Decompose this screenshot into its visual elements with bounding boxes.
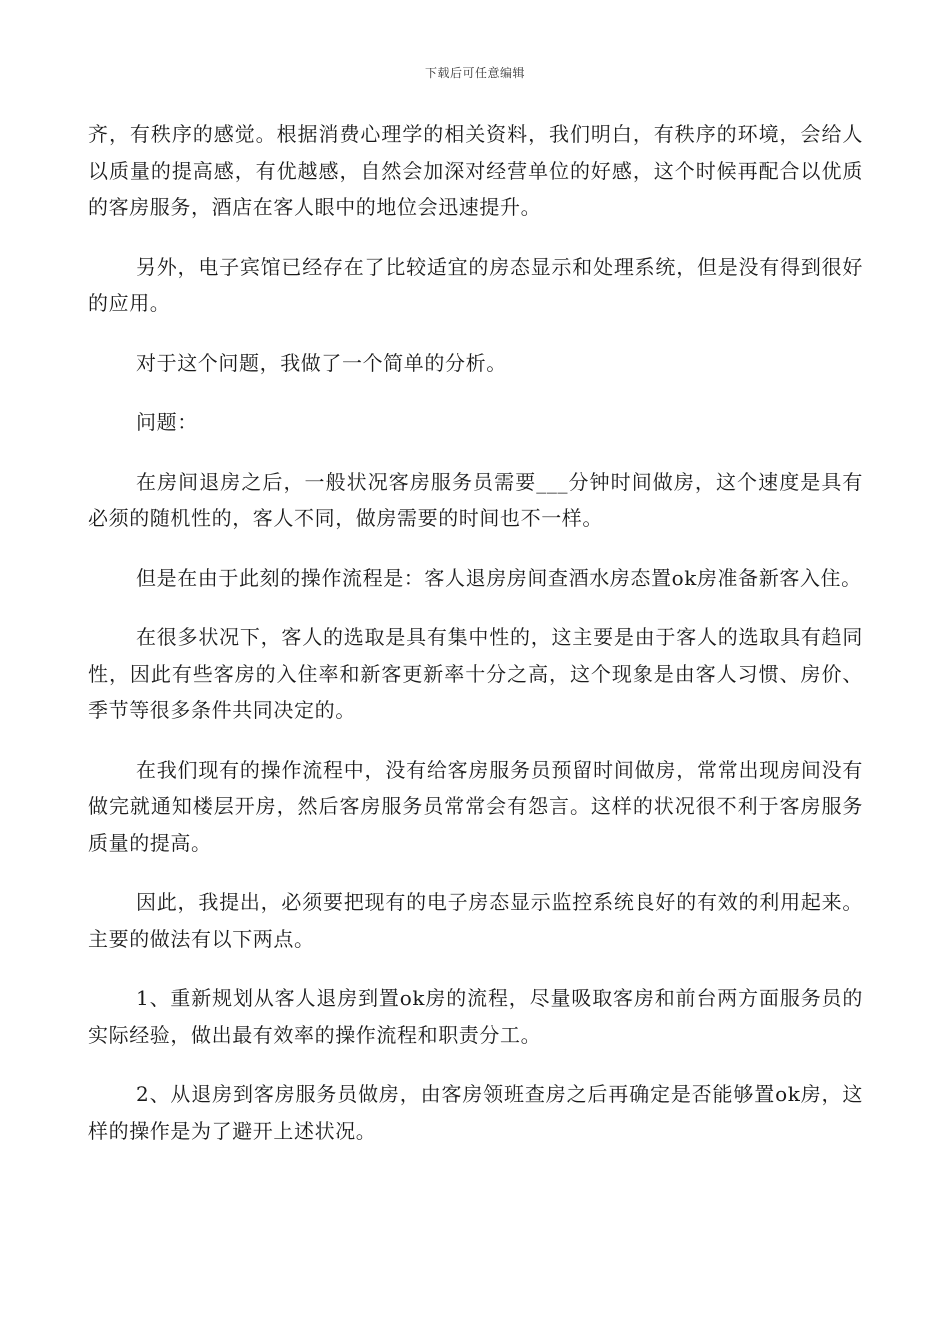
- page-header: 下载后可任意编辑: [424, 66, 525, 80]
- paragraph: 但是在由于此刻的操作流程是：客人退房房间查酒水房态置ok房准备新客入住。: [136, 565, 862, 590]
- document-body: [88, 116, 863, 1149]
- paragraph: 因此，我提出，必须要把现有的电子房态显示监控系统良好的有效的利用起来。主要的做法有以下两点。: [88, 890, 863, 951]
- paragraph-heading: 问题：: [136, 410, 198, 434]
- paragraph-continuation: 齐，有秩序的感觉。根据消费心理学的相关资料，我们明白，有秩序的环境，会给人以质量的提高感，有优越感，自然会加深对经营单位的好感，这个时候再配合以优质的客房服务，酒店在客人眼中的地位会迅速提升。: [88, 122, 863, 219]
- paragraph: 在我们现有的操作流程中，没有给客房服务员预留时间做房，常常出现房间没有做完就通知楼层开房，然后客房服务员常常会有怨言。这样的状况很不利于客房服务质量的提高。: [88, 757, 863, 855]
- paragraph: 另外，电子宾馆已经存在了比较适宜的房态显示和处理系统，但是没有得到很好的应用。: [88, 254, 863, 315]
- paragraph: 对于这个问题，我做了一个简单的分析。: [136, 350, 507, 375]
- list-item: 2、从退房到客房服务员做房，由客房领班查房之后再确定是否能够置ok房，这样的操作是为了避开上述状况。: [88, 1082, 863, 1143]
- paragraph: 在很多状况下，客人的选取是具有集中性的，这主要是由于客人的选取具有趋同性，因此有些客房的入住率和新客更新率十分之高，这个现象是由客人习惯、房价、季节等很多条件共同决定的。: [88, 625, 863, 722]
- list-item: 1、重新规划从客人退房到置ok房的流程，尽量吸取客房和前台两方面服务员的实际经验，做出最有效率的操作流程和职责分工。: [88, 986, 863, 1047]
- paragraph: 在房间退房之后，一般状况客房服务员需要___分钟时间做房，这个速度是具有必须的随机性的，客人不同，做房需要的时间也不一样。: [88, 469, 863, 530]
